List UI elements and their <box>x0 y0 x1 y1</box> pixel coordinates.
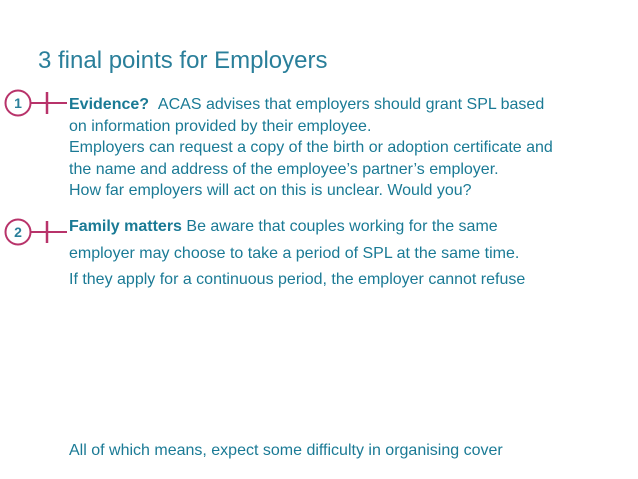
point-2-marker <box>4 218 67 246</box>
slide-footer: All of which means, expect some difficulty in organising cover <box>69 442 503 459</box>
point-2-heading: Family matters <box>69 218 182 235</box>
point-2 <box>69 214 525 294</box>
point-1-number: 1 <box>14 95 22 111</box>
point-1 <box>69 94 553 202</box>
point-2-line-3: If they apply for a continuous period, the employer cannot refuse <box>69 271 526 288</box>
point-1-line-1 <box>69 94 553 116</box>
point-1-line-4: the name and address of the employee’s partner’s employer. <box>69 160 499 178</box>
point-1-line-2: on information provided by their employee. <box>69 117 372 135</box>
point-2-number: 2 <box>14 224 22 240</box>
point-1-text: ACAS advises that employers should grant SPL based <box>157 96 545 113</box>
point-1-marker <box>4 89 67 117</box>
point-1-line-5: How far employers will act on this is unclear. Would you? <box>69 182 472 199</box>
point-2-line-1 <box>69 214 525 241</box>
slide-title: 3 final points for Employers <box>38 47 328 74</box>
point-1-line-3: Employers can request a copy of the birth or adoption certificate and <box>69 139 553 156</box>
point-1-heading: Evidence? <box>69 96 150 113</box>
point-2-line-2: employer may choose to take a period of SPL at the same time. <box>69 244 520 262</box>
point-2-text: Be aware that couples working for the same <box>186 218 498 235</box>
